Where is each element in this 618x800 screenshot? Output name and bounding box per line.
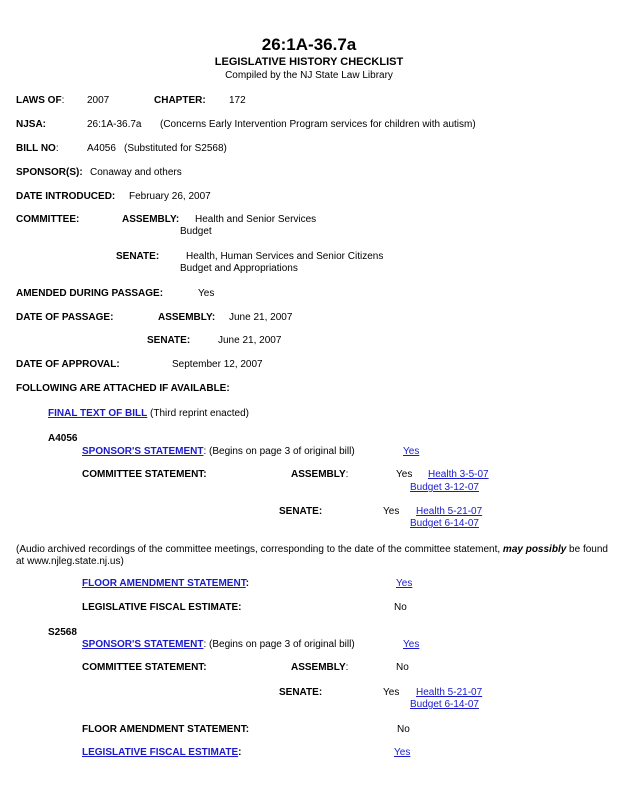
bill-no-value: A4056 xyxy=(87,143,116,154)
a4056-assembly-label xyxy=(291,469,348,481)
a4056-assembly-health-link[interactable]: Health 3-5-07 xyxy=(428,469,489,480)
s2568-assembly-label-text: ASSEMBLY xyxy=(291,662,346,673)
s2568-floor-label: FLOOR AMENDMENT STATEMENT: xyxy=(82,724,250,735)
approval-label: DATE OF APPROVAL: xyxy=(16,359,120,370)
committee-label: COMMITTEE: xyxy=(16,214,80,225)
a4056-committee-statement-label: COMMITTEE STATEMENT: xyxy=(82,469,207,480)
a4056-bill-label: A4056 xyxy=(48,433,78,444)
laws-of-colon: : xyxy=(61,95,65,106)
s2568-assembly-colon: : xyxy=(345,662,349,673)
a4056-fiscal-value: No xyxy=(394,602,407,613)
committee-senate-label: SENATE: xyxy=(116,251,160,262)
bill-no-label-text: BILL NO xyxy=(16,143,56,154)
committee-senate-line2: Budget and Appropriations xyxy=(180,263,298,274)
final-text-link[interactable]: FINAL TEXT OF BILL xyxy=(48,408,148,419)
sponsors-label: SPONSOR(S): xyxy=(16,167,83,178)
laws-of-value: 2007 xyxy=(87,95,110,106)
a4056-assembly-colon: : xyxy=(345,469,349,480)
audio-note-line1 xyxy=(16,544,608,556)
s2568-assembly-value: No xyxy=(396,662,409,673)
a4056-floor-amendment-link[interactable]: FLOOR AMENDMENT STATEMENT xyxy=(82,578,246,589)
s2568-fiscal-colon: : xyxy=(238,747,242,758)
page-title: 26:1A-36.7a xyxy=(261,35,357,54)
s2568-bill-label: S2568 xyxy=(48,627,77,638)
committee-assembly-label: ASSEMBLY: xyxy=(122,214,180,225)
bill-no-note: (Substituted for S2568) xyxy=(124,143,227,154)
s2568-sponsor-statement-note: : (Begins on page 3 of original bill) xyxy=(203,639,355,650)
audio-note-emphasis: may possibly xyxy=(502,544,567,555)
passage-senate-date: June 21, 2007 xyxy=(218,335,282,346)
s2568-sponsor-statement-yes-link[interactable]: Yes xyxy=(403,639,420,650)
page-subtitle: LEGISLATIVE HISTORY CHECKLIST xyxy=(214,56,404,68)
a4056-senate-label: SENATE: xyxy=(279,506,323,517)
sponsors-value: Conaway and others xyxy=(90,167,182,178)
a4056-sponsor-statement-yes-link[interactable]: Yes xyxy=(403,446,420,457)
date-introduced-value: February 26, 2007 xyxy=(129,191,211,202)
audio-note-line2: at www.njleg.state.nj.us) xyxy=(16,556,124,567)
s2568-senate-label: SENATE: xyxy=(279,687,323,698)
laws-of-label xyxy=(16,95,64,107)
s2568-fiscal-link[interactable]: LEGISLATIVE FISCAL ESTIMATE xyxy=(82,747,239,758)
a4056-assembly-budget-link[interactable]: Budget 3-12-07 xyxy=(410,482,479,493)
s2568-senate-budget-link[interactable]: Budget 6-14-07 xyxy=(410,699,479,710)
committee-assembly-line1: Health and Senior Services xyxy=(195,214,317,225)
passage-senate-label: SENATE: xyxy=(147,335,191,346)
a4056-sponsor-statement-row xyxy=(82,446,355,458)
approval-value: September 12, 2007 xyxy=(172,359,263,370)
s2568-sponsor-statement-link[interactable]: SPONSOR'S STATEMENT xyxy=(82,639,204,650)
s2568-senate-value: Yes xyxy=(383,687,400,698)
committee-assembly-line2: Budget xyxy=(180,226,212,237)
audio-note-part2: be found xyxy=(566,544,608,555)
a4056-floor-colon: : xyxy=(245,578,250,589)
passage-assembly-label: ASSEMBLY: xyxy=(158,312,216,323)
passage-label: DATE OF PASSAGE: xyxy=(16,312,114,323)
s2568-fiscal-row xyxy=(82,747,241,759)
chapter-value: 172 xyxy=(229,95,246,106)
final-text-note: (Third reprint enacted) xyxy=(150,408,249,419)
a4056-senate-budget-link[interactable]: Budget 6-14-07 xyxy=(410,518,479,529)
amended-value: Yes xyxy=(198,288,215,299)
audio-note-part1: (Audio archived recordings of the committee meetings, corresponding to the date of the committee statement, xyxy=(16,544,503,555)
a4056-sponsor-statement-link[interactable]: SPONSOR'S STATEMENT xyxy=(82,446,204,457)
chapter-label: CHAPTER: xyxy=(154,95,206,106)
a4056-floor-row xyxy=(82,578,249,590)
s2568-sponsor-statement-row xyxy=(82,639,355,651)
amended-label: AMENDED DURING PASSAGE: xyxy=(16,288,164,299)
bill-no-label xyxy=(16,143,59,155)
s2568-committee-statement-label: COMMITTEE STATEMENT: xyxy=(82,662,207,673)
a4056-sponsor-statement-note: : (Begins on page 3 of original bill) xyxy=(203,446,355,457)
bill-no-colon: : xyxy=(55,143,59,154)
compiled-by: Compiled by the NJ State Law Library xyxy=(225,70,393,81)
s2568-fiscal-yes-link[interactable]: Yes xyxy=(394,747,411,758)
s2568-floor-value: No xyxy=(397,724,410,735)
njsa-label: NJSA: xyxy=(16,119,47,130)
a4056-floor-yes-link[interactable]: Yes xyxy=(396,578,413,589)
njsa-value: 26:1A-36.7a xyxy=(87,119,142,130)
a4056-fiscal-label: LEGISLATIVE FISCAL ESTIMATE: xyxy=(82,602,242,613)
attached-heading: FOLLOWING ARE ATTACHED IF AVAILABLE: xyxy=(16,383,230,394)
passage-assembly-date: June 21, 2007 xyxy=(229,312,293,323)
a4056-assembly-value: Yes xyxy=(396,469,413,480)
date-introduced-label: DATE INTRODUCED: xyxy=(16,191,116,202)
a4056-assembly-label-text: ASSEMBLY xyxy=(291,469,346,480)
a4056-senate-health-link[interactable]: Health 5-21-07 xyxy=(416,506,483,517)
a4056-senate-value: Yes xyxy=(383,506,400,517)
s2568-assembly-label xyxy=(291,662,348,674)
laws-of-label-text: LAWS OF xyxy=(16,95,62,106)
njsa-description: (Concerns Early Intervention Program services for children with autism) xyxy=(160,119,476,130)
committee-senate-line1: Health, Human Services and Senior Citizens xyxy=(186,251,384,262)
s2568-senate-health-link[interactable]: Health 5-21-07 xyxy=(416,687,483,698)
final-text-row xyxy=(48,408,249,420)
